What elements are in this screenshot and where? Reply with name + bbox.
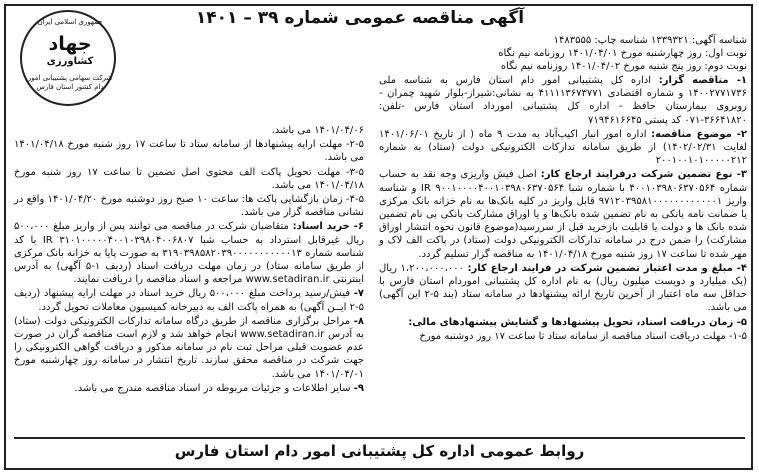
clause-label: ۷- — [353, 288, 364, 300]
clause-text: سایر اطلاعات و جزئیات مربوطه در اسناد مناقصه مندرج می باشد. — [74, 382, 354, 394]
clause-text: ۳-۵- مهلت تحویل پاکت الف محتوی اصل تضمین تا ساعت ۱۷ روز شنبه مورخ ۱۴۰۱/۰۴/۱۸ می باشد. — [14, 166, 364, 191]
clause-text: متقاضیان شرکت در مناقصه می توانند پس از واریز مبلغ ۵۰۰،۰۰۰ ریال غیرقابل استرداد به حساب شبا IR ۳۱۰۱۰۰۰۰۰۴۰۰۱۰۳۹۸۰۴۰۰۶۸۰۷ با کد شناسه شماره ۳۱۹۰۳۹۸۵۸۲۰۳۹۰۰۰۰۰۰۰۰۰۰۰۱۳ به صورت پایا به خزانه بانک مرکزی از طریق سامانه ستاد) در زمان مهلت دریافت اسناد (ردیف ۱-۵ آگهی) به آدرس اینترنتی www.setadiran.ir مراجعه و اسناد مناقصه را دریافت نمایند. — [14, 221, 365, 286]
header-line: نوبت دوم: روز پنج شنبه مورخ ۱۴۰۱/۰۴/۰۲ روزنامه نیم نگاه — [500, 61, 747, 72]
clause-text: مراحل برگزاری مناقصه از طریق درگاه سامانه تدارکات الکترونیکی دولت (ستاد) به آدرس www.setadiran.ir انجام خواهد شد و لازم است مناقصه گران در صورت عدم عضویت قبلی مراحل ثبت نام در سامانه مذکور و دریافت گواهی الکترونیکی را جهت شرکت در مناقصه محقق سازند. تاریخ انتشار در سامانه روز چهارشنبه مورخ ۱۴۰۱/۰۴/۰۱ می باشد. — [14, 315, 364, 380]
header-line: شناسه آگهی: ۱۳۳۹۳۲۱ شناسه چاپ: ۱۴۸۳۵۵۵ — [553, 35, 747, 46]
clause — [379, 262, 747, 315]
clause-text: ۱-۵- مهلت دریافت اسناد مناقصه از سامانه ستاد تا ساعت ۱۷ روز دوشنبه مورخ — [419, 330, 747, 342]
notice-footer: روابط عمومی اداره کل پشتیبانی امور دام استان فارس — [174, 442, 585, 460]
clause — [14, 138, 364, 164]
clause-text: ۴-۵- زمان بازگشایی پاکت ها: ساعت ۱۰ صبح روز دوشنبه مورخ ۱۴۰۱/۰۴/۲۰ واقع در نشانی مناقصه گزار می باشد. — [14, 194, 364, 219]
left-column — [14, 124, 364, 396]
clause-label: ۸- — [353, 315, 364, 327]
clause-text: اداره امور انبار اکیپ‌آباد به مدت ۹ ماه ( از تاریخ ۱۴۰۱/۰۶/۰۱ لغایت ۱۴۰۲/۰۲/۳۱) از طریق سامانه تدارکات الکترونیکی دولت (ستاد) به شماره ۲۰۰۱۰۰۱۰۱۰۰۰۰۰۲۱۲ — [379, 128, 747, 167]
clause-label: ۵- زمان دریافت اسناد، تحویل پیشنهادها و گشایش پیشنهادهای مالی: — [408, 316, 747, 328]
jahad-keshavarzi-logo — [14, 10, 126, 120]
clause — [379, 74, 747, 127]
right-column — [379, 74, 747, 344]
clause — [379, 316, 747, 329]
logo-company-text: شرکت سهامی پشتیبانی امور دام کشور استان فارس — [27, 74, 113, 91]
clause-label: ۲- موضوع مناقصه: — [651, 128, 747, 140]
clause-text: اداره کل پشتیبانی امور دام استان فارس به شناسه ملی ۱۴۰۰۲۷۷۱۷۳۶ و شماره اقتصادی ۴۱۱۱۱۳۶۷۳۷۷۱ به نشانی:شیراز-بلوار شهید چمران - روبروی بیمارستان حافظ - اداره کل پشتیبانی امورداد استان فارس -تلفن: ۳۶۶۴۱۸۲۰-۰۷۱ کد پستی ۷۱۹۴۶۱۶۶۴۵ — [379, 75, 747, 126]
clause-text: فیش/رسید پرداخت مبلغ ۵۰۰،۰۰۰ ریال خرید اسناد در مهلت ارایه پیشنهاد (ردیف ۵-۲ ایــن آگهی) به همراه پاکت الف به دبیرخانه کمیسیون معاملات تحویل گردد. — [14, 288, 364, 313]
logo-secondary-text: کشاورزی — [46, 56, 94, 67]
clause — [14, 287, 364, 313]
logo-top-text: جمهوری اسلامی ایران — [37, 18, 103, 26]
clause-text: ۲-۵- مهلت ارایه پیشنهادها از سامانه ستاد تا ساعت ۱۷ روز شنبه مورخ ۱۴۰۱/۰۴/۱۸ می باشد. — [14, 139, 364, 164]
notice-title: آگهی مناقصه عمومی شماره ۳۹ – ۱۴۰۱ — [195, 8, 525, 28]
clause — [379, 330, 747, 343]
clause — [14, 382, 364, 395]
clause — [14, 193, 364, 219]
notice-header-info — [277, 34, 747, 73]
clause-label: ۶- خرید اسناد: — [292, 221, 364, 233]
clause-text: ۱۴۰۱/۰۴/۰۶ می باشد. — [271, 125, 364, 136]
clause — [14, 166, 364, 192]
clause-label: ۹- — [353, 382, 364, 394]
clause — [14, 315, 364, 381]
clause — [14, 124, 364, 137]
logo-main-text: جهاد — [48, 33, 92, 55]
clause — [379, 128, 747, 168]
clause — [14, 220, 364, 286]
clause-label: ۱- مناقصه گزار: — [658, 75, 748, 86]
clause-label: ۴- مبلغ و مدت اعتبار تضمین شرکت در فرایند ارجاع کار: — [467, 262, 748, 274]
clause-label: ۳- نوع تضمین شرکت درفرایند ارجاع کار: — [540, 169, 747, 181]
header-line: نوبت اول: روز چهارشنبه مورخ ۱۴۰۱/۰۴/۰۱ روزنامه نیم نگاه — [498, 48, 747, 59]
footer-divider — [14, 437, 745, 439]
clause-text: اصل فیش واریزی وجه نقد به حساب شماره ۴۰۰۱۰۳۹۸۰۶۳۷۰۵۶۴ با شماره شبا IR ۹۰۰۱۰۰۰۰۴۰۰۱۰۳۹۸۰۶۳۷۰۵۶۴ و شناسه واریز ۹۷۱۲۰۳۹۵۸۱۰۰۰۰۰۰۰۰۰۰۰۰۱ قابل واریز در کلیه بانک‌ها به نام خزانه بانک مرکزی یا ضمانت نامه بانکی به نام تضمین شده بانک‌ها و یا اوراق مشارکت بانکی بی نام تضمین شده بانک ها و دولت یا قابلیت بازخرید قبل از سررسید(موضوع قانون نحوه انتشار اوراق مشارکت) را ضمن درج در سامانه تدارکات الکترونیکی دولت (ستاد) در پاکت الف لاک و مهر شده تا ساعت ۱۷ روز شنبه مورخ ۱۴۰۱/۰۴/۱۸ به مناقصه گزار تسلیم گردد. — [379, 169, 748, 260]
clause-text: ۱،۲۰۰،۰۰۰،۰۰۰ ریال (یک میلیارد و دویست میلیون ریال) به نام اداره کل پشتیبانی اموردام استان فارس با حداقل سه ماه اعتبار از آخرین تاریخ ارائه پیشنهادها در سامانه ستاد (بند ۵-۲ این آگهی) می باشد. — [379, 262, 747, 314]
clause — [379, 168, 747, 260]
